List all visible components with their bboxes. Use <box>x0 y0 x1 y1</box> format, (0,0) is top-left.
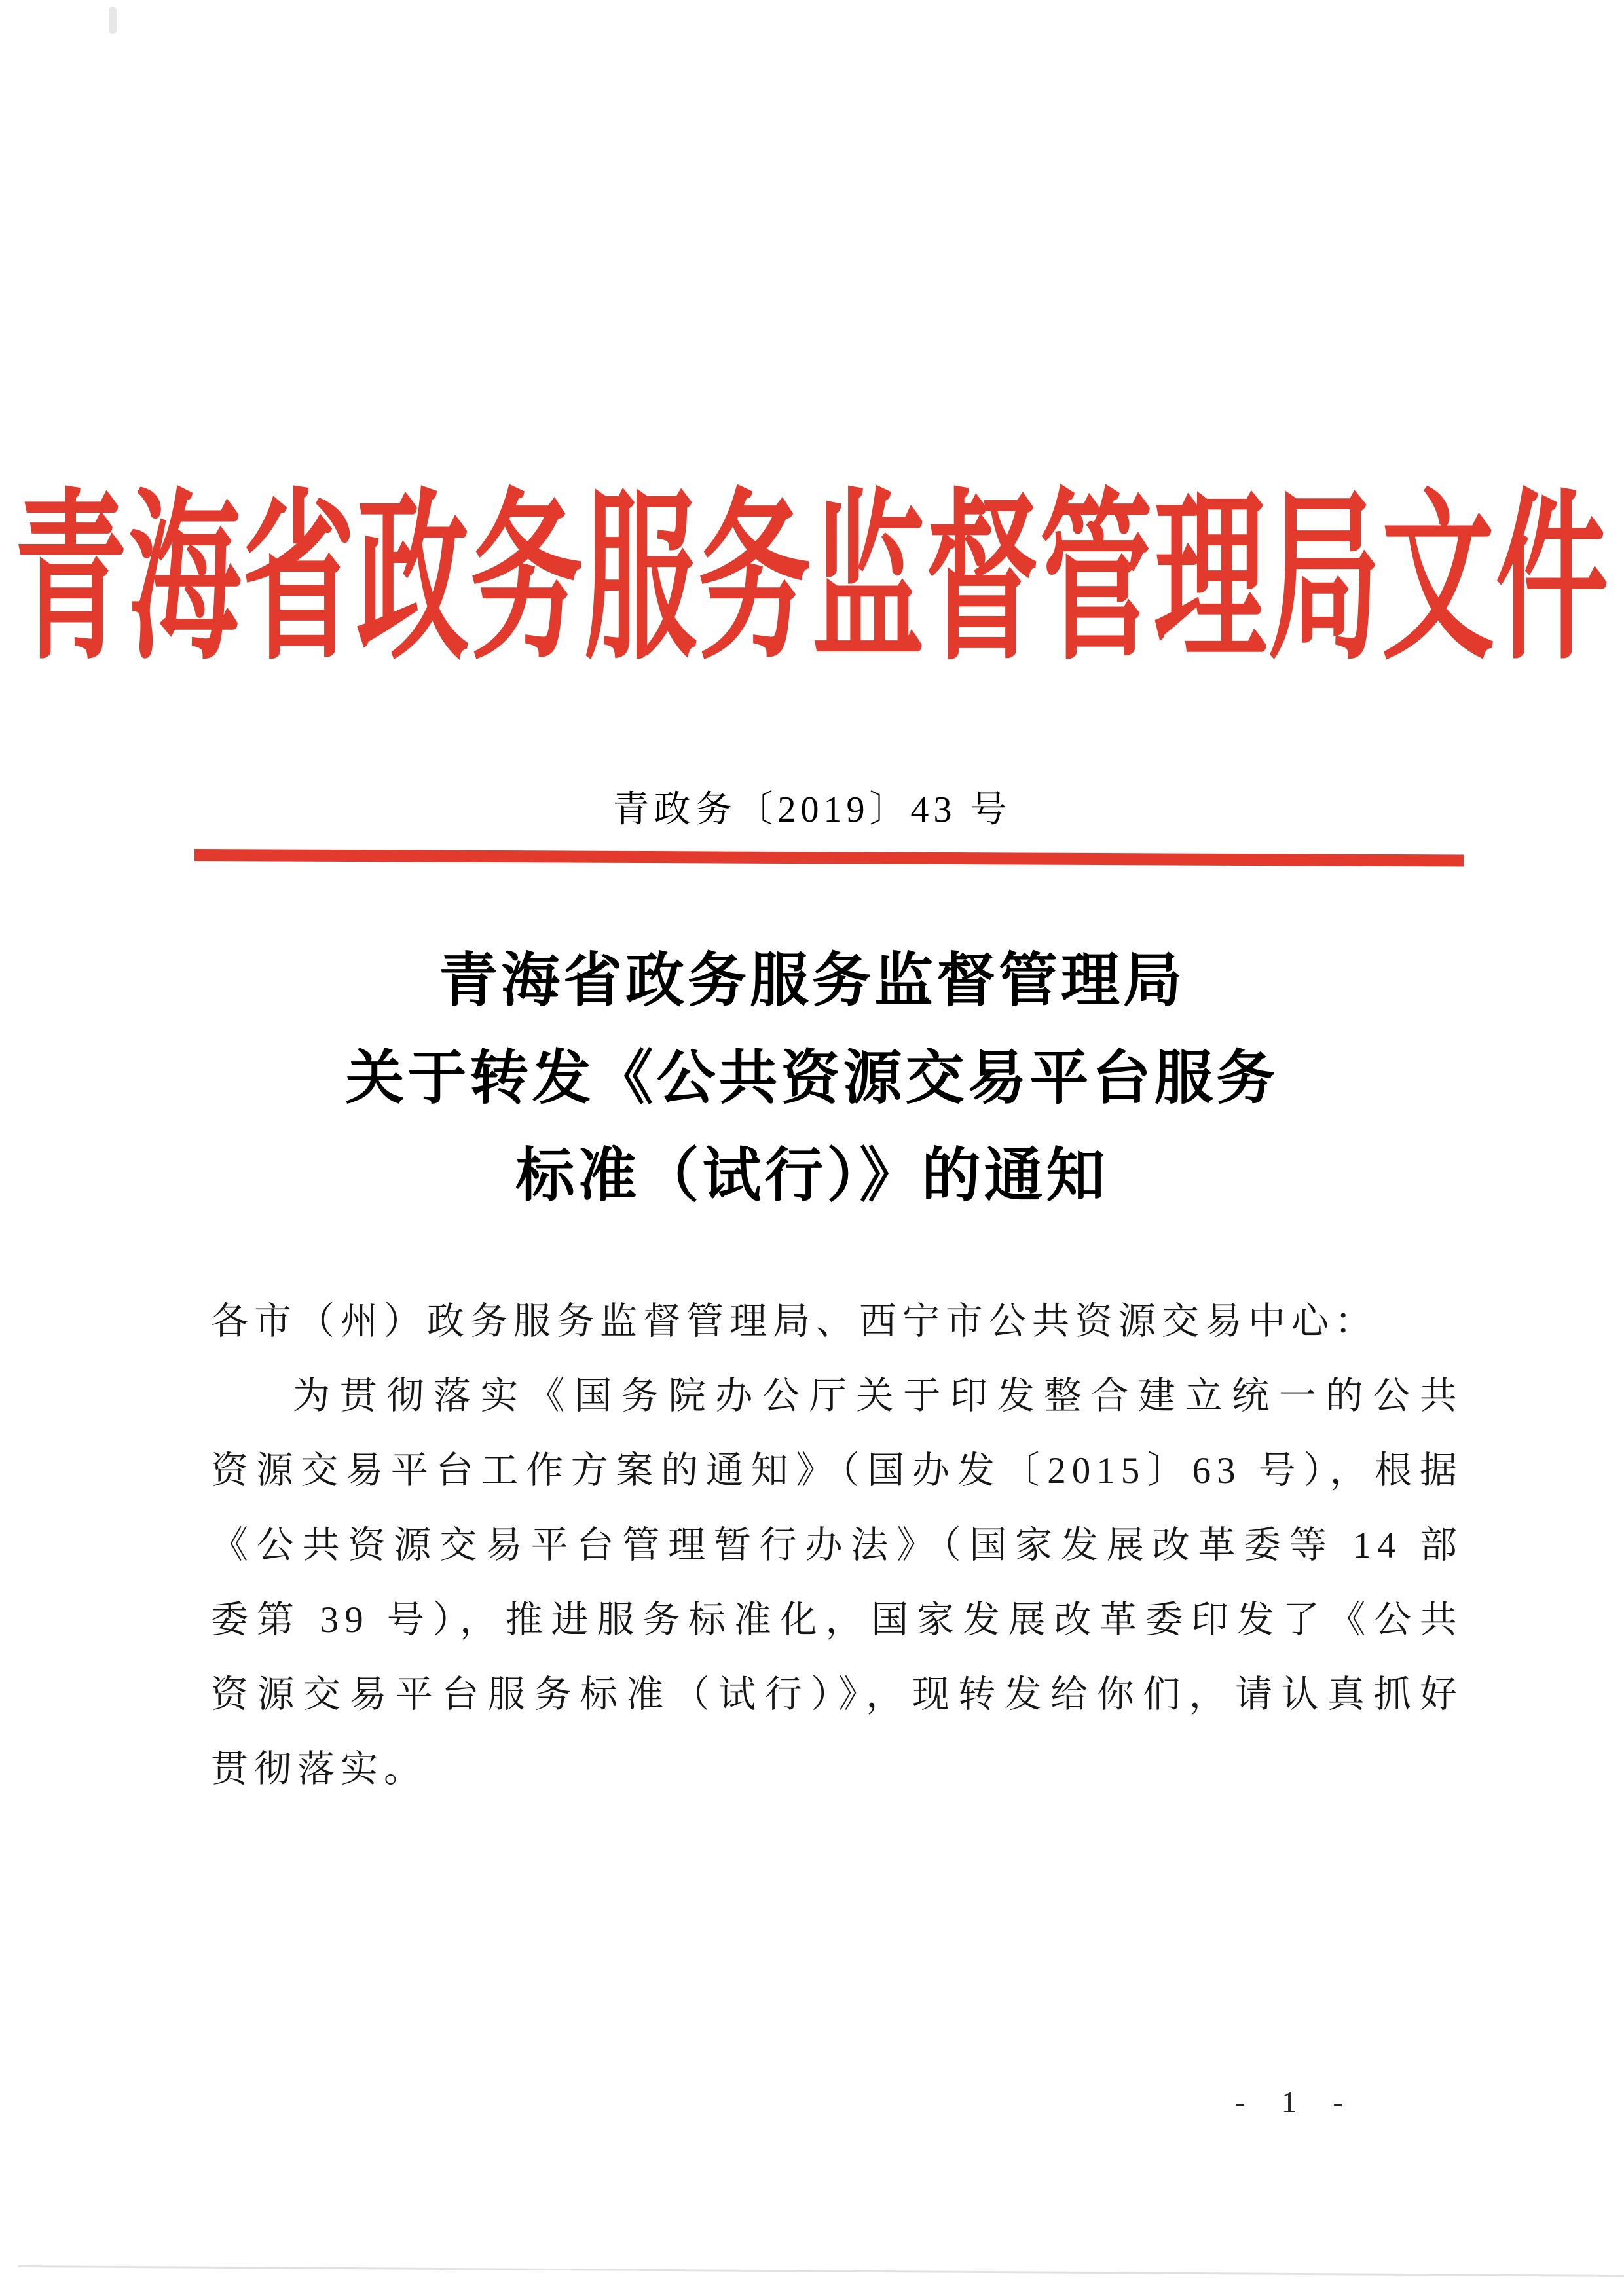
agency-header-title: 青海省政务服务监督管理局文件 <box>14 480 1610 682</box>
document-body <box>211 1285 1463 1807</box>
red-divider-line <box>194 849 1464 866</box>
body-line-1: 为贯彻落实《国务院办公厅关于印发整合建立统一的公共 <box>293 1376 1463 1417</box>
body-line-6: 贯彻落实。 <box>211 1749 427 1790</box>
salutation-line: 各市（州）政务服务监督管理局、西宁市公共资源交易中心： <box>211 1301 1378 1342</box>
body-line-3: 《公共资源交易平台管理暂行办法》（国家发展改革委等 14 部 <box>211 1525 1463 1566</box>
document-title-line-2: 关于转发《公共资源交易平台服务 <box>345 1046 1279 1111</box>
document-number: 青政务〔2019〕43 号 <box>612 790 1012 830</box>
document-title <box>0 932 1624 1225</box>
document-title-line-1: 青海省政务服务监督管理局 <box>439 949 1185 1013</box>
document-title-line-3: 标准（试行）》的通知 <box>515 1144 1109 1209</box>
body-line-4: 委第 39 号），推进服务标准化，国家发展改革委印发了《公共 <box>211 1599 1463 1641</box>
scan-edge-artifact <box>18 2265 1624 2277</box>
scan-smudge-artifact <box>109 7 117 34</box>
body-line-5: 资源交易平台服务标准（试行）》，现转发给你们，请认真抓好 <box>211 1674 1463 1715</box>
page-number: - 1 - <box>1235 2085 1357 2119</box>
body-line-2: 资源交易平台工作方案的通知》（国办发〔2015〕63 号），根据 <box>211 1450 1463 1491</box>
